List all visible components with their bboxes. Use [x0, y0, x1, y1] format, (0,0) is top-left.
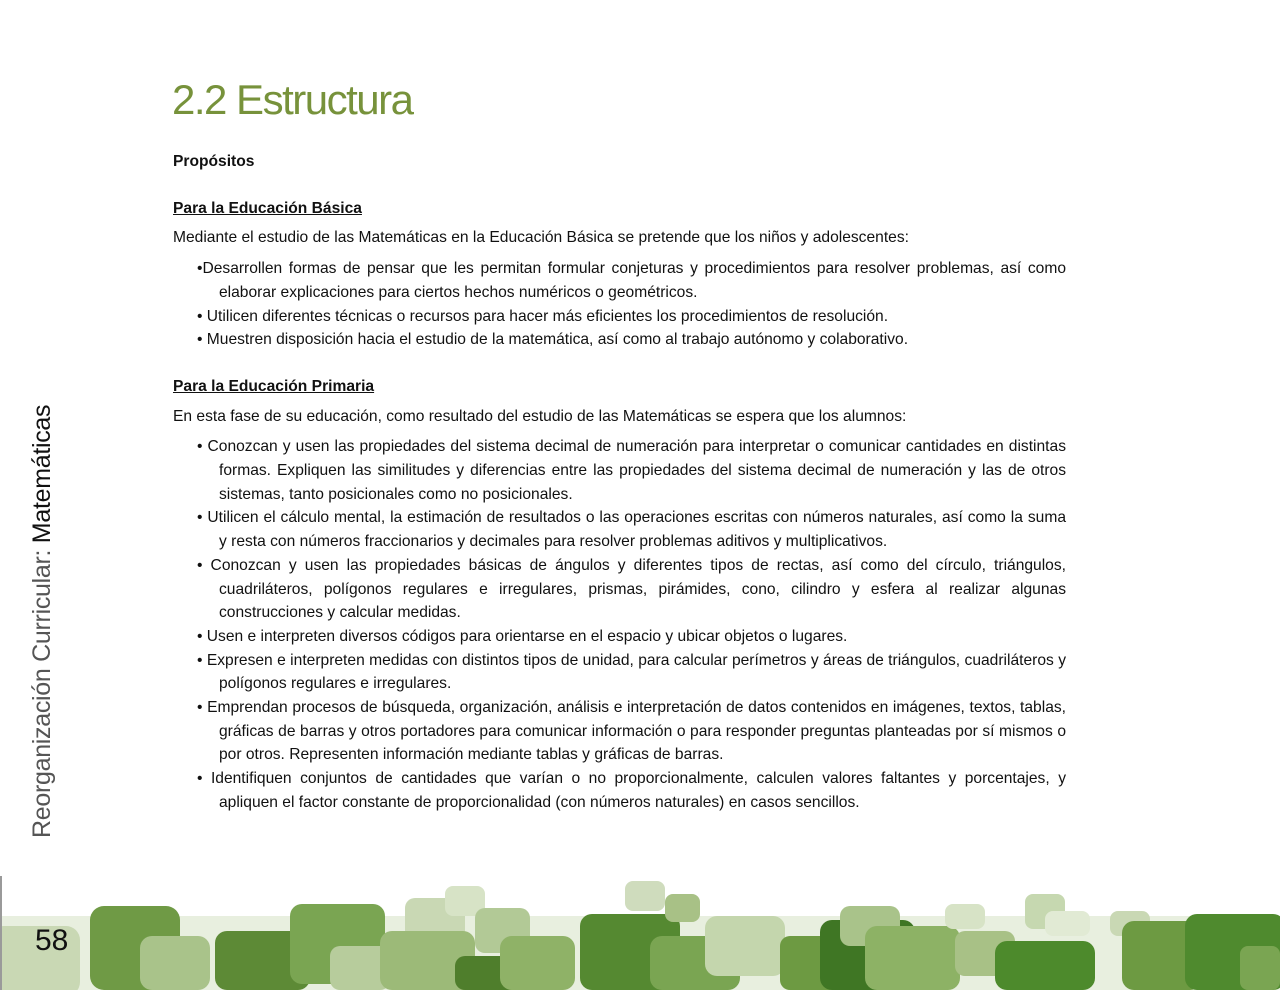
basica-heading: Para la Educación Básica [173, 199, 362, 217]
basica-intro: Mediante el estudio de las Matemáticas en la Educación Básica se pretende que los niños y adolescentes: [173, 229, 909, 247]
decorative-footer-pattern [0, 876, 1280, 990]
side-section-label [28, 405, 57, 838]
list-item: • Emprendan procesos de búsqueda, organización, análisis e interpretación de datos contenidos en imágenes, textos, tablas, gráficas de barras y otros portadores para comunicar información o para responder preguntas planteadas por sí mismos o por otros. Representen información mediante tablas y gráficas de barras. [197, 699, 1066, 764]
list-item: • Utilicen diferentes técnicas o recursos para hacer más eficientes los procedimientos de resolución. [197, 307, 889, 325]
basica-list [173, 257, 1066, 352]
list-item: • Usen e interpreten diversos códigos para orientarse en el espacio y ubicar objetos o lugares. [197, 627, 848, 645]
primaria-heading: Para la Educación Primaria [173, 377, 375, 395]
footer-squares [0, 881, 1280, 990]
primaria-intro: En esta fase de su educación, como resultado del estudio de las Matemáticas se espera que los alumnos: [173, 407, 907, 425]
list-item: • Conozcan y usen las propiedades básicas de ángulos y diferentes tipos de rectas, así como del círculo, triángulos, cuadriláteros, polígonos regulares e irregulares, prismas, pirámides, cono, cilindro y esfera al realizar algunas construcciones y calcular medidas. [197, 556, 1066, 622]
list-item: • Utilicen el cálculo mental, la estimación de resultados o las operaciones escritas con números naturales, así como la suma y resta con números fraccionarios y decimales para resolver problemas aditivos y multiplicativos. [197, 509, 1066, 551]
list-item: • Identifiquen conjuntos de cantidades que varían o no proporcionalmente, calculen valores faltantes y porcentajes, y apliquen el factor constante de proporcionalidad (con números naturales) en casos sencillos. [197, 770, 1066, 811]
list-item: •Desarrollen formas de pensar que les permitan formular conjeturas y procedimientos para resolver problemas, así como elaborar explicaciones para ciertos hechos numéricos o geométricos. [197, 260, 1066, 301]
page-title: 2.2 Estructura [172, 76, 413, 123]
document-body [173, 150, 1066, 815]
propositos-heading: Propósitos [173, 153, 255, 170]
primaria-list [173, 435, 1066, 814]
page-number: 58 [35, 924, 69, 957]
list-item: • Conozcan y usen las propiedades del sistema decimal de numeración para interpretar o comunicar cantidades en distintas formas. Expliquen las similitudes y diferencias entre las propiedades del sistema decimal de numeración y las de otros sistemas, tanto posicionales como no posicionales. [197, 438, 1066, 503]
left-edge-rule [0, 876, 2, 990]
list-item: • Expresen e interpreten medidas con distintos tipos de unidad, para calcular perímetros y áreas de triángulos, cuadriláteros y polígonos regulares e irregulares. [197, 651, 1066, 693]
side-label-subject: Matemáticas [28, 404, 56, 544]
side-label-prefix: Reorganización Curricular: [28, 543, 56, 838]
list-item: • Muestren disposición hacia el estudio de la matemática, así como al trabajo autónomo y colaborativo. [197, 331, 909, 349]
